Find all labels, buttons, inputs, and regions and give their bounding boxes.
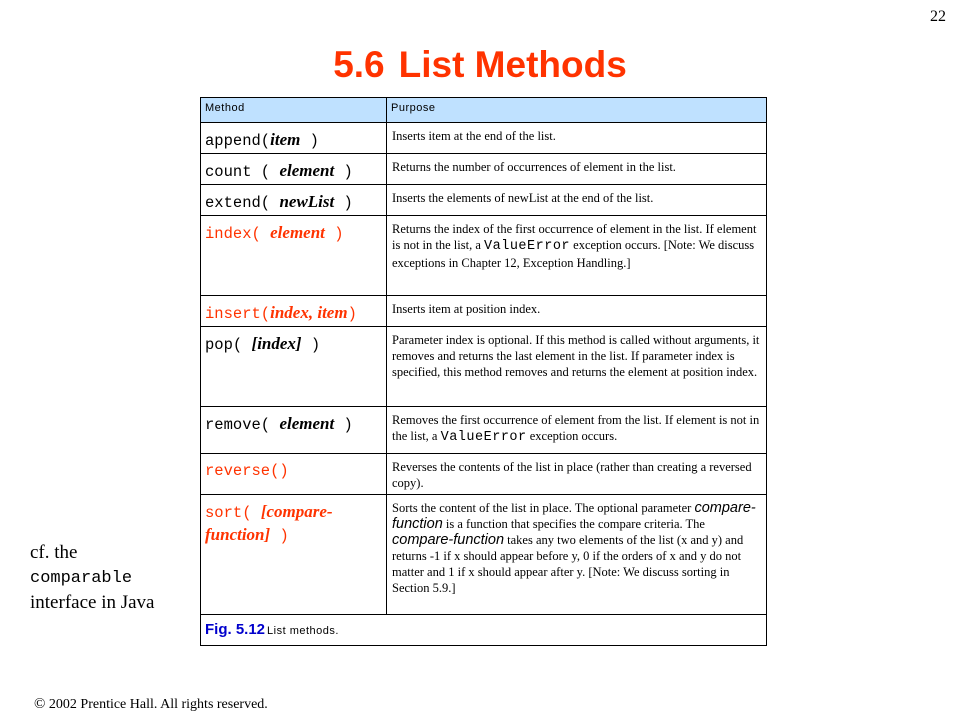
method-args: [compare- [260,502,333,521]
table-row [201,123,767,154]
purpose-cell [387,407,767,454]
purpose-text: Returns the index of the first occurrence of element in the list. If element is not in the list, a [392,222,757,252]
method-cell [201,296,387,327]
side-note-code: comparable [30,569,133,588]
method-cell [201,495,387,615]
method-args: element [270,223,325,242]
method-args: newList [279,192,335,211]
method-cell [201,407,387,454]
method-cell [201,454,387,495]
method-args: index, item [270,303,348,322]
method-args: [index] [251,334,302,353]
title-text: List Methods [398,44,627,85]
method-name: pop( [205,336,243,354]
method-name: sort( [205,504,252,522]
method-close: ) [343,163,353,181]
purpose-cell: Inserts item at position index. [387,296,767,327]
slide-title [0,44,960,86]
method-name: reverse() [205,462,289,480]
header-purpose: Purpose [387,98,767,123]
purpose-text: is a function that specifies the compare criteria. The [442,517,705,531]
method-cell [201,154,387,185]
method-args: element [279,161,335,180]
purpose-cell: Returns the number of occurrences of element in the list. [387,154,767,185]
method-cell [201,216,387,296]
method-name: remove( [205,416,271,434]
table-row [201,154,767,185]
purpose-param: compare-function [392,500,756,532]
method-name: index( [205,225,261,243]
side-note-prefix: cf. the [30,542,78,563]
copyright-symbol: © [34,696,46,712]
copyright [34,696,268,713]
table-row [201,185,767,216]
purpose-text: Sorts the content of the list in place. The optional parameter [392,501,695,515]
table-row [201,495,767,615]
table-row [201,327,767,407]
table-header-row [201,98,767,123]
purpose-code: ValueError [484,239,571,254]
method-args: element [279,414,335,433]
figure-label: Fig. 5.12 [205,621,266,638]
section-number: 5.6 [333,44,385,85]
method-cell [201,327,387,407]
purpose-cell: Parameter index is optional. If this method is called without arguments, it removes and returns the last element in the list. If parameter index is specified, this method removes and returns the element at position index. [387,327,767,407]
figure-caption [201,615,767,646]
list-methods-table [200,97,767,646]
side-note-suffix: interface in Java [30,592,155,613]
method-name: extend( [205,194,271,212]
side-note [30,541,200,615]
figure-text: List methods. [267,625,339,637]
method-args: item [270,130,301,149]
method-args: function] [205,525,271,544]
method-close: ) [343,416,353,434]
method-close: ) [334,225,344,243]
method-close: ) [343,194,353,212]
purpose-cell [387,495,767,615]
table-row [201,454,767,495]
method-cell [201,185,387,216]
method-close: ) [310,336,321,354]
purpose-code: ValueError [440,430,527,445]
method-close: ) [279,527,289,545]
purpose-text: Removes the first occurrence of element from the list. If element is not in the list, a [392,413,760,443]
purpose-cell: Reverses the contents of the list in place (rather than creating a reversed copy). [387,454,767,495]
method-name: insert( [205,305,271,323]
method-close: ) [347,305,357,323]
table-row [201,296,767,327]
purpose-param: compare-function [392,532,505,548]
header-method: Method [201,98,387,123]
purpose-text: exception occurs. [Note: We discuss exceptions in Chapter 12, Exception Handling.] [392,238,755,270]
purpose-cell [387,216,767,296]
purpose-text: takes any two elements of the list (x and y) and returns -1 if x should appear before y, 0 if the orders of x and y do not matter and 1 if x should appear after y. [Note: We discuss sorting in Section 5.9.] [392,533,744,595]
purpose-text: exception occurs. [526,429,618,443]
figure-caption-row [201,615,767,646]
table-row [201,407,767,454]
method-name: append( [205,132,271,150]
page-number: 22 [930,8,946,25]
purpose-cell: Inserts the elements of newList at the end of the list. [387,185,767,216]
copyright-text: 2002 Prentice Hall. All rights reserved. [48,697,268,712]
method-name: count ( [205,163,271,181]
purpose-cell: Inserts item at the end of the list. [387,123,767,154]
method-close: ) [309,132,319,150]
table-row [201,216,767,296]
method-cell [201,123,387,154]
